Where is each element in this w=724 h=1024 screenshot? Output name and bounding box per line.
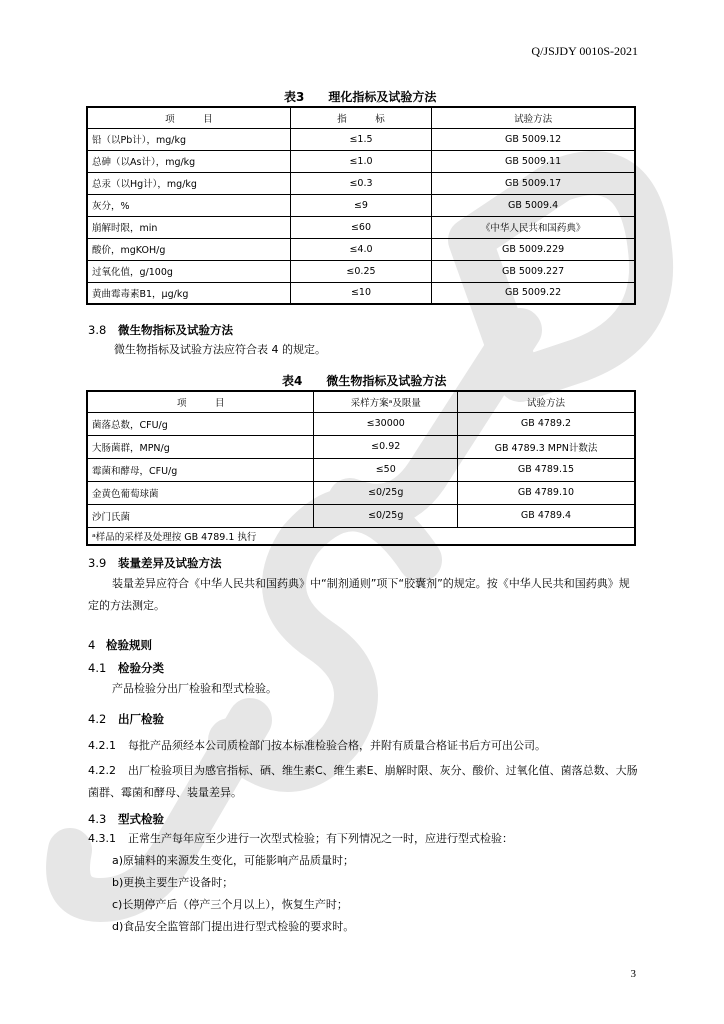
table-row xyxy=(87,216,635,238)
clause-text: 正常生产每年应至少进行一次型式检验；有下列情况之一时，应进行型式检验： xyxy=(128,832,513,845)
table-cell: GB 4789.15 xyxy=(457,458,635,481)
section-number: 4 xyxy=(88,638,96,652)
table-cell: ≤1.5 xyxy=(290,128,431,150)
table-cell: GB 5009.229 xyxy=(432,238,635,260)
section-3-9-text: 装量差异应符合《中华人民共和国药典》中“制剂通则”项下“胶囊剂”的规定。按《中华人民共和国药典》规定的方法测定。 xyxy=(88,577,630,612)
clause-number: 4.2.2 xyxy=(88,764,116,777)
table-cell: 崩解时限，min xyxy=(87,216,290,238)
table-row xyxy=(87,481,635,504)
table4-header-method: 试验方法 xyxy=(457,391,635,412)
table-cell: 总汞（以Hg计），mg/kg xyxy=(87,172,290,194)
section-4-2-1 xyxy=(88,735,643,757)
table-cell: GB 5009.227 xyxy=(432,260,635,282)
table-row xyxy=(87,128,635,150)
table-cell: GB 5009.22 xyxy=(432,282,635,304)
list-item: b)更换主要生产设备时； xyxy=(112,876,234,889)
table4-header-row xyxy=(87,391,635,412)
section-4-1-heading xyxy=(88,660,164,676)
table-cell: ≤0/25g xyxy=(314,504,458,527)
table-row xyxy=(87,504,635,527)
table3 xyxy=(86,106,636,305)
section-4-heading xyxy=(88,637,152,653)
list-item: d)食品安全监管部门提出进行型式检验的要求时。 xyxy=(112,920,355,933)
table4-caption: 表4 微生物指标及试验方法 xyxy=(282,374,447,388)
list-item: c)长期停产后（停产三个月以上），恢复生产时； xyxy=(112,898,348,911)
table4-footnote-row xyxy=(87,527,635,545)
table4-footnote: ᵃ样品的采样及处理按 GB 4789.1 执行 xyxy=(87,527,635,545)
section-4-1-text: 产品检验分出厂检验和型式检验。 xyxy=(112,682,277,695)
table-row xyxy=(87,412,635,435)
clause-number: 4.2.1 xyxy=(88,739,116,752)
table-row xyxy=(87,194,635,216)
table-row xyxy=(87,238,635,260)
section-title: 检验规则 xyxy=(106,638,152,652)
table4 xyxy=(86,390,636,546)
table-cell: ≤9 xyxy=(290,194,431,216)
table-cell: GB 5009.12 xyxy=(432,128,635,150)
table-cell: 大肠菌群，MPN/g xyxy=(87,435,314,458)
table-cell: ≤0/25g xyxy=(314,481,458,504)
table-cell: ≤4.0 xyxy=(290,238,431,260)
page-number: 3 xyxy=(630,968,636,980)
section-number: 3.9 xyxy=(88,556,107,570)
section-4-2-2 xyxy=(88,760,640,804)
section-3-9-heading xyxy=(88,555,222,571)
table-cell: GB 4789.10 xyxy=(457,481,635,504)
table3-header-row xyxy=(87,107,635,128)
table-cell: 灰分，% xyxy=(87,194,290,216)
section-4-2-heading xyxy=(88,711,164,727)
table-cell: 霉菌和酵母，CFU/g xyxy=(87,458,314,481)
clause-text: 每批产品须经本公司质检部门按本标准检验合格，并附有质量合格证书后方可出公司。 xyxy=(128,739,546,752)
table-row xyxy=(87,435,635,458)
table-row xyxy=(87,172,635,194)
table-cell: 沙门氏菌 xyxy=(87,504,314,527)
table-cell: GB 4789.2 xyxy=(457,412,635,435)
section-number: 4.3 xyxy=(88,812,107,826)
section-4-3-1 xyxy=(88,828,643,850)
table3-header-indicator: 指 标 xyxy=(290,107,431,128)
list-item: a)原辅料的来源发生变化，可能影响产品质量时； xyxy=(112,854,355,867)
table-cell: 总砷（以As计），mg/kg xyxy=(87,150,290,172)
section-3-8-text: 微生物指标及试验方法应符合表 4 的规定。 xyxy=(114,343,326,356)
table-cell: ≤1.0 xyxy=(290,150,431,172)
table3-caption: 表3 理化指标及试验方法 xyxy=(284,90,437,104)
section-4-3-heading xyxy=(88,811,164,827)
table-cell: 金黄色葡萄球菌 xyxy=(87,481,314,504)
table-cell: 黄曲霉毒素B1，μg/kg xyxy=(87,282,290,304)
table-cell: 酸价，mgKOH/g xyxy=(87,238,290,260)
table-row xyxy=(87,282,635,304)
document-code: Q/JSJDY 0010S-2021 xyxy=(531,44,638,58)
section-title: 检验分类 xyxy=(118,661,164,675)
table-cell: GB 4789.3 MPN计数法 xyxy=(457,435,635,458)
table-cell: ≤0.92 xyxy=(314,435,458,458)
section-number: 3.8 xyxy=(88,323,107,337)
table-cell: ≤0.3 xyxy=(290,172,431,194)
table-cell: GB 5009.11 xyxy=(432,150,635,172)
table4-header-sampling: 采样方案ᵃ及限量 xyxy=(314,391,458,412)
table-row xyxy=(87,458,635,481)
table-cell: 《中华人民共和国药典》 xyxy=(432,216,635,238)
table-cell: 菌落总数，CFU/g xyxy=(87,412,314,435)
table-row xyxy=(87,150,635,172)
table-cell: ≤60 xyxy=(290,216,431,238)
section-3-8-heading xyxy=(88,322,233,338)
section-title: 出厂检验 xyxy=(118,712,164,726)
table-cell: ≤50 xyxy=(314,458,458,481)
table-cell: ≤0.25 xyxy=(290,260,431,282)
section-title: 装量差异及试验方法 xyxy=(118,556,222,570)
table-row xyxy=(87,260,635,282)
table-cell: GB 4789.4 xyxy=(457,504,635,527)
section-number: 4.1 xyxy=(88,661,107,675)
table-cell: ≤30000 xyxy=(314,412,458,435)
clause-text: 出厂检验项目为感官指标、硒、维生素C、维生素E、崩解时限、灰分、酸价、过氧化值、菌落总数、大肠菌群、霉菌和酵母、装量差异。 xyxy=(88,764,638,799)
table3-header-item: 项 目 xyxy=(87,107,290,128)
table-cell: 过氧化值，g/100g xyxy=(87,260,290,282)
clause-number: 4.3.1 xyxy=(88,832,116,845)
table-cell: GB 5009.4 xyxy=(432,194,635,216)
section-title: 微生物指标及试验方法 xyxy=(118,323,233,337)
section-title: 型式检验 xyxy=(118,812,164,826)
table4-header-item: 项 目 xyxy=(87,391,314,412)
section-number: 4.2 xyxy=(88,712,107,726)
table-cell: ≤10 xyxy=(290,282,431,304)
table3-header-method: 试验方法 xyxy=(432,107,635,128)
table-cell: 铅（以Pb计），mg/kg xyxy=(87,128,290,150)
table-cell: GB 5009.17 xyxy=(432,172,635,194)
